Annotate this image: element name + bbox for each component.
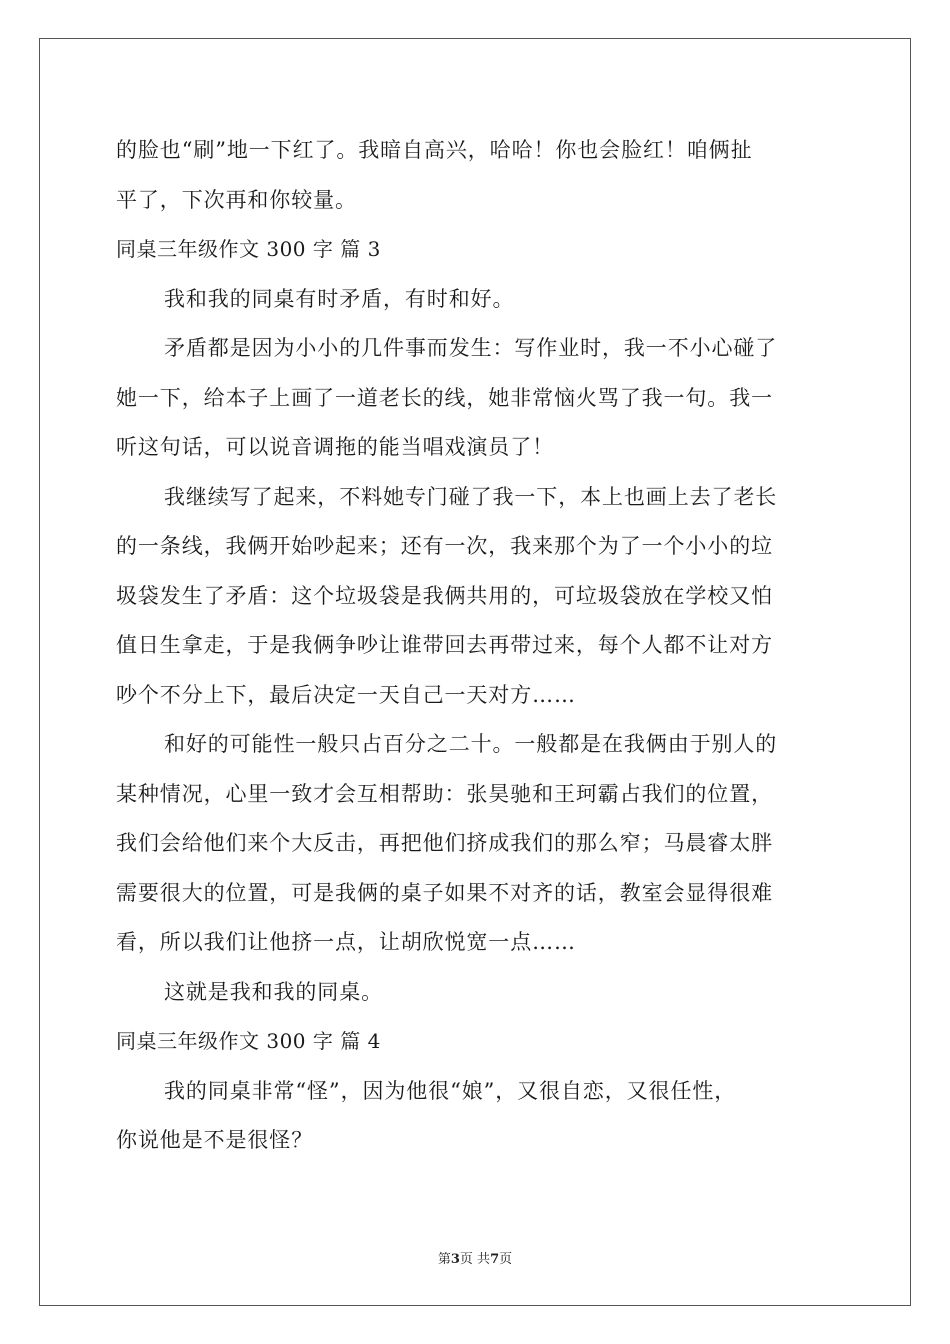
- page-suffix: 页: [499, 1252, 513, 1267]
- total-page-number: 7: [490, 1252, 500, 1267]
- text-line: 的脸也“刷”地一下红了。我暗自高兴，哈哈！你也会脸红！咱俩扯: [116, 138, 753, 162]
- text-line: 需要很大的位置，可是我俩的桌子如果不对齐的话，教室会显得很难: [116, 880, 773, 905]
- page-mid: 页 共: [459, 1252, 491, 1267]
- text-line: 圾袋发生了矛盾：这个垃圾袋是我俩共用的，可垃圾袋放在学校又怕: [116, 583, 773, 608]
- paragraph-start: 矛盾都是因为小小的几件事而发生：写作业时，我一不小心碰了: [164, 336, 778, 360]
- text-line: 的一条线，我俩开始吵起来；还有一次，我来那个为了一个小小的垃: [116, 534, 773, 558]
- paragraph-start: 我和我的同桌有时矛盾，有时和好。: [164, 286, 515, 311]
- paragraph-start: 我的同桌非常“怪”，因为他很“娘”，又很自恋，又很任性，: [164, 1078, 737, 1103]
- document-body: [116, 126, 840, 1166]
- text-line: 听这句话，可以说音调拖的能当唱戏演员了！: [116, 435, 554, 459]
- section-heading: 同桌三年级作文 300 字 篇 4: [116, 1029, 381, 1053]
- text-line: 我们会给他们来个大反击，再把他们挤成我们的那么窄；马晨睿太胖: [116, 831, 773, 855]
- text-line: 值日生拿走，于是我俩争吵让谁带回去再带过来，每个人都不让对方: [116, 633, 773, 657]
- page-prefix: 第: [437, 1252, 451, 1267]
- text-line: 吵个不分上下，最后决定一天自己一天对方……: [116, 682, 576, 707]
- page-number-footer: [0, 1248, 950, 1267]
- current-page-number: 3: [450, 1252, 460, 1267]
- text-line: 某种情况，心里一致才会互相帮助：张昊驰和王珂霸占我们的位置，: [116, 781, 773, 806]
- text-line: 看，所以我们让他挤一点，让胡欣悦宽一点……: [116, 930, 576, 954]
- paragraph-start: 我继续写了起来，不料她专门碰了我一下，本上也画上去了老长: [164, 484, 778, 509]
- text-line: 平了，下次再和你较量。: [116, 187, 357, 212]
- text-line: 她一下，给本子上画了一道老长的线，她非常恼火骂了我一句。我一: [116, 385, 773, 410]
- paragraph-start: 这就是我和我的同桌。: [164, 979, 383, 1004]
- paragraph-start: 和好的可能性一般只占百分之二十。一般都是在我俩由于别人的: [164, 732, 778, 756]
- section-heading: 同桌三年级作文 300 字 篇 3: [116, 237, 381, 261]
- text-line: 你说他是不是很怪？: [116, 1128, 314, 1152]
